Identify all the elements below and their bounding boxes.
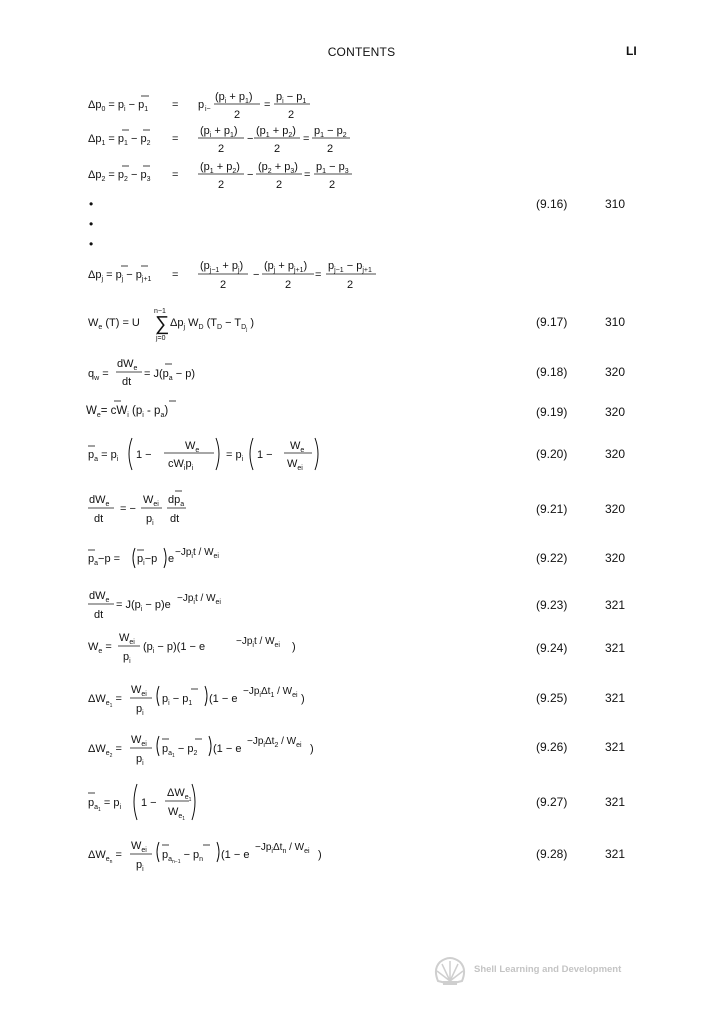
svg-text:(1 − e: (1 − e <box>209 693 238 705</box>
bullet-point: • <box>89 217 94 231</box>
svg-text:(1 − e: (1 − e <box>221 849 250 861</box>
svg-text:): ) <box>292 641 296 653</box>
page-number: 320 <box>605 405 626 419</box>
equation-number: (9.23) <box>536 598 568 612</box>
equation-number: (9.25) <box>536 691 568 705</box>
svg-text:Wei: $W_{ei}$ <box>143 494 159 508</box>
svg-text:pa1 = pi: $p_a1 = p_i$ <box>88 797 122 813</box>
page-number: 320 <box>605 551 626 565</box>
svg-text:cWipi: $cW_ip_i$ <box>168 458 194 472</box>
svg-text:2: 2 <box>276 179 283 191</box>
svg-text:=: = <box>172 169 179 181</box>
footer-text: Shell Learning and Development <box>474 964 622 975</box>
page-number: 320 <box>605 365 626 379</box>
svg-text:n−1: n−1 <box>154 308 166 315</box>
svg-text:dt: dt <box>94 513 104 525</box>
svg-text:Wei: $W_{ei}$ <box>131 840 147 854</box>
svg-text:We =: $W_e$ = <box>88 641 112 655</box>
page-number: 321 <box>605 598 626 612</box>
svg-text:2: 2 <box>274 143 281 155</box>
svg-text:= J(pa − p): = $J(p_a - p)$ <box>144 368 195 382</box>
svg-text:dpa: $dp_a$ <box>168 494 185 508</box>
svg-text:j=0: j=0 <box>156 335 166 342</box>
footer <box>432 955 652 987</box>
svg-text:ΔWen =: $\Delta W_en$ = <box>88 849 122 865</box>
svg-text:−JpiΔt2 / Wei: $-Jp_i\Delta t_2 / W_{ei}$ <box>247 736 302 749</box>
bullet-point: • <box>89 237 94 251</box>
svg-text:2: 2 <box>347 279 354 291</box>
svg-text:ΔWe1: $\Delta W_e1$ <box>167 787 192 803</box>
svg-text:=: = <box>315 269 322 281</box>
svg-text:Δpj WD (TD − TDj ): $\Delta p_j$ $W_D$ ($T_D - T_Dj$ ) <box>170 317 255 333</box>
svg-text:= pi: = $p_i$ <box>226 449 244 463</box>
svg-text:2: 2 <box>220 279 227 291</box>
svg-text:= −: = − <box>120 503 136 515</box>
equation-delta-pj <box>88 255 408 295</box>
svg-text:We= cWi (pi - pa): $W_e= cW_i$ $(p_i - p_a)$ <box>86 405 169 419</box>
equation-9-28 <box>88 830 368 878</box>
equation-9-19 <box>86 395 286 425</box>
page-number: 310 <box>605 315 626 329</box>
svg-text:pa = pi: $p_a = p_i$ <box>88 449 119 463</box>
svg-text:(pj + pj+1): $(p_j + p_{j+1})$ <box>264 260 308 274</box>
svg-text:=: = <box>264 99 271 111</box>
equation-9-23 <box>88 582 308 622</box>
svg-text:ΔWe1 =: $\Delta W_e1$ = <box>88 693 122 709</box>
svg-text:∑: ∑ <box>155 313 170 335</box>
equation-number: (9.28) <box>536 847 568 861</box>
equation-9-22 <box>88 540 288 574</box>
svg-text:Δp0 = pi − p1: $\Delta p_0 = p_i - p_1$ <box>88 99 149 113</box>
equation-number: (9.17) <box>536 315 568 329</box>
svg-text:e: e <box>168 553 175 565</box>
page-number: 321 <box>605 641 626 655</box>
page-number: 321 <box>605 691 626 705</box>
equation-9-24 <box>88 624 328 668</box>
equation-9-26 <box>88 724 348 770</box>
equation-delta-p2 <box>88 158 388 194</box>
svg-text:−: − <box>253 269 260 281</box>
svg-text:dt: dt <box>170 513 180 525</box>
svg-text:We: $W_e$ <box>290 440 305 454</box>
svg-text:−: − <box>247 133 254 145</box>
svg-text:(p1 + p2): $(p_1 + p_2)$ <box>200 161 240 175</box>
svg-text:1 −: 1 − <box>141 797 157 809</box>
svg-text:(1 − e: (1 − e <box>213 743 242 755</box>
svg-text:2: 2 <box>218 179 225 191</box>
svg-text:pan−1 − pn: $p_an-1 - p_n$ <box>162 849 204 865</box>
equation-9-17 <box>88 302 348 344</box>
svg-text:dWe: $dW_e$ <box>89 590 110 604</box>
svg-text:pi: $p_i$ <box>136 703 144 717</box>
svg-text:Wei: $W_{ei}$ <box>131 684 147 698</box>
svg-text:(pi + p1): $(p_i + p_1)$ <box>215 91 253 105</box>
equation-9-18 <box>88 354 288 390</box>
svg-text:= J(pi − p)e: = $J(p_i - p)e$ <box>116 599 171 613</box>
equation-9-25 <box>88 676 348 720</box>
svg-text:pi: $p_i$ <box>123 651 131 665</box>
svg-text:dt: dt <box>122 376 132 388</box>
equation-number: (9.27) <box>536 795 568 809</box>
svg-text:2: 2 <box>218 143 225 155</box>
svg-text:(pi + p1): $(p_i + p_1)$ <box>200 125 238 139</box>
svg-text:−JpiΔtn / Wei: $-Jp_i\Delta t_n / W_{ei}$ <box>255 842 310 855</box>
svg-text:pi: $p_i$ <box>146 513 154 527</box>
svg-text:(p2 + p3): $(p_2 + p_3)$ <box>258 161 298 175</box>
svg-text:Wei: $W_{ei}$ <box>131 734 147 748</box>
svg-text:We1: $W_e1$ <box>168 806 186 822</box>
svg-text:=: = <box>303 133 310 145</box>
equation-number: (9.24) <box>536 641 568 655</box>
equation-number: (9.16) <box>536 197 568 211</box>
svg-text:pi: $p_i$ <box>136 859 144 873</box>
svg-text:=: = <box>172 269 179 281</box>
svg-text:i−: i− <box>205 106 211 113</box>
header-page-number: LI <box>626 44 637 58</box>
svg-text:): ) <box>301 693 305 705</box>
page-number: 321 <box>605 740 626 754</box>
svg-text:Δpj = pj − pj+1: $\Delta p_j = p_j - p_{j+1}$ <box>88 269 152 283</box>
svg-text:2: 2 <box>327 143 334 155</box>
svg-text:pi−p: $p_i-p$ <box>137 553 158 567</box>
svg-text:pa−p =: $p_a-p$ = <box>88 553 121 567</box>
svg-text:qw =: $q_w$ = <box>88 368 109 382</box>
page-number: 320 <box>605 447 626 461</box>
svg-text:p1 − p3: $p_1 - p_3$ <box>316 161 349 175</box>
svg-text:2: 2 <box>329 179 336 191</box>
svg-text:(pi − p)(1 − e: $(p_i - p)(1 - e$ <box>143 641 206 655</box>
svg-text:pi − p1: $p_i - p_1$ <box>276 91 307 105</box>
equation-number: (9.22) <box>536 551 568 565</box>
equation-delta-p1 <box>88 122 388 158</box>
equation-9-27 <box>88 778 288 826</box>
svg-text:−Jpit / Wei: $-Jp_it / W_{ei}$ <box>236 636 280 649</box>
svg-text:dt: dt <box>94 609 104 621</box>
svg-text:2: 2 <box>285 279 292 291</box>
svg-text:(p1 + p2): $(p_1 + p_2)$ <box>256 125 296 139</box>
equation-9-21 <box>88 486 288 530</box>
svg-text:=: = <box>304 169 311 181</box>
bullet-point: • <box>89 197 94 211</box>
page-number: 321 <box>605 795 626 809</box>
svg-text:We (T) = U: $W_e$ (T) = U <box>88 317 140 331</box>
page-number: 320 <box>605 502 626 516</box>
svg-text:pi: $p_i$ <box>136 753 144 767</box>
svg-text:): ) <box>310 743 314 755</box>
svg-text:(pj−1 + pj): $(p_{j-1} + p_j)$ <box>200 260 244 274</box>
svg-text:=: = <box>172 99 179 111</box>
svg-text:−JpiΔt1 / Wei: $-Jp_i\Delta t_1 / W_{ei}$ <box>243 686 298 699</box>
svg-text:Δp1 = p1 − p2: $\Delta p_1 = p_1 - p_2$ <box>88 133 151 147</box>
svg-text:dWe: $dW_e$ <box>89 494 110 508</box>
equation-number: (9.20) <box>536 447 568 461</box>
equation-9-20 <box>88 432 328 476</box>
svg-text:=: = <box>172 133 179 145</box>
equation-number: (9.26) <box>536 740 568 754</box>
svg-text:−: − <box>247 169 254 181</box>
shell-logo-icon <box>432 955 468 987</box>
svg-text:1 −: 1 − <box>257 449 273 461</box>
svg-text:Wei: $W_{ei}$ <box>287 458 303 472</box>
equation-delta-p0 <box>88 88 348 124</box>
equation-number: (9.18) <box>536 365 568 379</box>
equation-number: (9.19) <box>536 405 568 419</box>
page-number: 321 <box>605 847 626 861</box>
svg-text:−Jpit / Wei: $-Jp_it / W_{ei}$ <box>175 547 219 560</box>
equation-number: (9.21) <box>536 502 568 516</box>
header-title: CONTENTS <box>327 45 396 59</box>
svg-text:): ) <box>318 849 322 861</box>
svg-text:−Jpit / Wei: $-Jp_it / W_{ei}$ <box>177 593 221 606</box>
svg-text:pi − p1: $p_i - p_1$ <box>162 693 193 707</box>
svg-text:Δp2 = p2 − p3: $\Delta p_2 = p_2 - p_3$ <box>88 169 151 183</box>
svg-text:pa1 − p2: $p_a1 - p_2$ <box>162 743 198 759</box>
svg-text:We: $W_e$ <box>185 440 200 454</box>
svg-text:ΔWe2 =: $\Delta W_e2$ = <box>88 743 122 759</box>
svg-text:Wei: $W_{ei}$ <box>119 632 135 646</box>
svg-text:pj−1 − pj+1: $p_{j-1} - p_{j+1}$ <box>328 260 372 274</box>
svg-text:1 −: 1 − <box>136 449 152 461</box>
svg-text:dWe: $dW_e$ <box>117 358 138 372</box>
svg-text:2: 2 <box>288 109 295 121</box>
svg-text:2: 2 <box>234 109 241 121</box>
page-number: 310 <box>605 197 626 211</box>
svg-text:p: p <box>198 99 205 111</box>
svg-text:p1 − p2: $p_1 - p_2$ <box>314 125 347 139</box>
